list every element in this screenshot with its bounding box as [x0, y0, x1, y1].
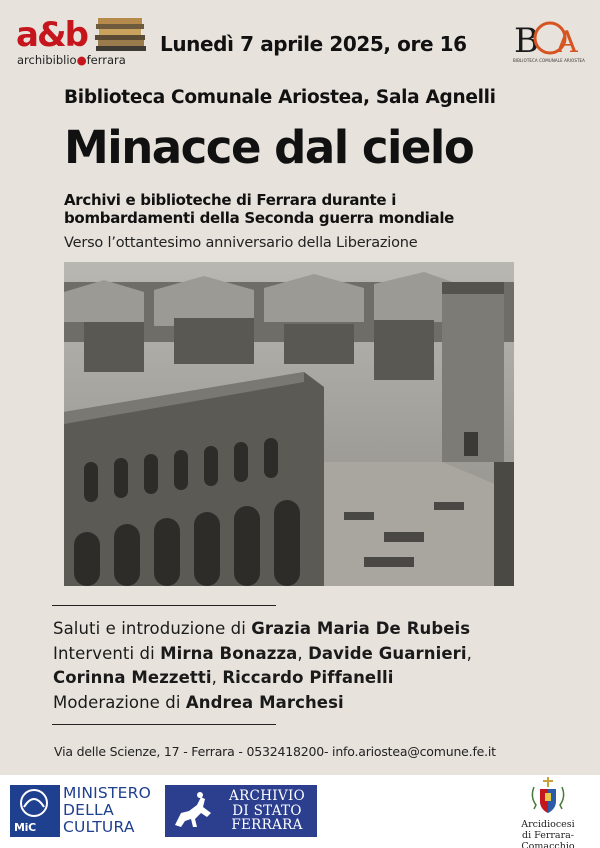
separator: ,: [211, 668, 223, 687]
separator: ,: [297, 643, 309, 663]
program-line-moderation: [53, 691, 472, 716]
arcidiocesi-line2: di Ferrara-Comacchio: [521, 830, 575, 848]
mic-emblem-icon: [10, 785, 60, 837]
speaker-name: Grazia Maria De Rubeis: [251, 619, 471, 638]
event-subtitle-line1: Archivi e biblioteche di Ferrara durante i: [64, 191, 397, 209]
asf-line1: ARCHIVIO: [229, 788, 305, 804]
asf-text: [219, 789, 315, 833]
speaker-name: Corinna Mezzetti: [53, 668, 212, 687]
event-venue: Biblioteca Comunale Ariostea, Sala Agnelli: [64, 87, 496, 108]
ab-logo-dot: ●: [76, 53, 87, 67]
speaker-name: Mirna Bonazza: [160, 643, 298, 663]
event-subtitle-line2: bombardamenti della Seconda guerra mondiale: [64, 209, 455, 227]
moderation-prefix: Moderazione di: [53, 692, 186, 712]
svg-text:A: A: [556, 25, 578, 58]
asf-line3: FERRARA: [231, 817, 303, 833]
divider-top: [52, 605, 276, 606]
arcidiocesi-line1: Arcidiocesi: [521, 819, 575, 830]
mic-line3: CULTURA: [63, 818, 135, 836]
event-title: Minacce dal cielo: [64, 121, 474, 174]
ab-logo-text: [17, 53, 126, 67]
bca-logo: [512, 18, 586, 66]
divider-bottom: [52, 724, 276, 725]
event-date: Lunedì 7 aprile 2025, ore 16: [160, 32, 467, 56]
program-line-talks: [53, 642, 472, 667]
event-subtitle: [64, 191, 534, 227]
speaker-name: Riccardo Piffanelli: [222, 668, 394, 687]
ministero-cultura-logo: [10, 785, 165, 837]
program-line-greetings: [53, 617, 472, 642]
program-line-talks-cont: [53, 666, 472, 691]
historical-photo-image: [64, 262, 514, 586]
archivio-stato-logo: [165, 785, 317, 837]
arcidiocesi-logo: [498, 777, 598, 847]
contact-info: Via delle Scienze, 17 - Ferrara - 0532418200- info.ariostea@comune.fe.it: [54, 744, 496, 759]
ab-logo-mark: a&b: [16, 15, 87, 55]
arcidiocesi-text: [498, 819, 598, 848]
bca-logo-mark: [512, 18, 586, 58]
talks-prefix: Interventi di: [53, 643, 161, 663]
speaker-name: Davide Guarnieri: [308, 643, 467, 663]
books-icon: [94, 16, 150, 52]
mic-mark-label: MiC: [14, 821, 36, 834]
event-tagline: Verso l’ottantesimo anniversario della Liberazione: [64, 235, 418, 251]
bca-logo-sub: BIBLIOTECA COMUNALE ARIOSTEA: [513, 58, 585, 63]
ab-logo-text-right: ferrara: [86, 53, 126, 67]
program-speakers: [53, 617, 472, 715]
coat-of-arms-icon: [528, 777, 568, 817]
mic-line2: DELLA: [63, 801, 114, 819]
horse-rider-icon: [167, 787, 219, 835]
historical-photo: [64, 262, 514, 586]
mic-line1: MINISTERO: [63, 784, 151, 802]
separator: ,: [466, 643, 472, 663]
ab-logo-text-left: archibiblio: [17, 53, 77, 67]
footer-logos: [0, 775, 600, 848]
mic-emblem-graphic: [10, 785, 60, 823]
archibiblio-logo: [14, 16, 144, 66]
speaker-name: Andrea Marchesi: [185, 692, 344, 712]
asf-line2: DI STATO: [232, 802, 302, 819]
svg-text:B: B: [514, 21, 539, 58]
greetings-prefix: Saluti e introduzione di: [53, 619, 252, 638]
mic-text: [63, 785, 151, 836]
